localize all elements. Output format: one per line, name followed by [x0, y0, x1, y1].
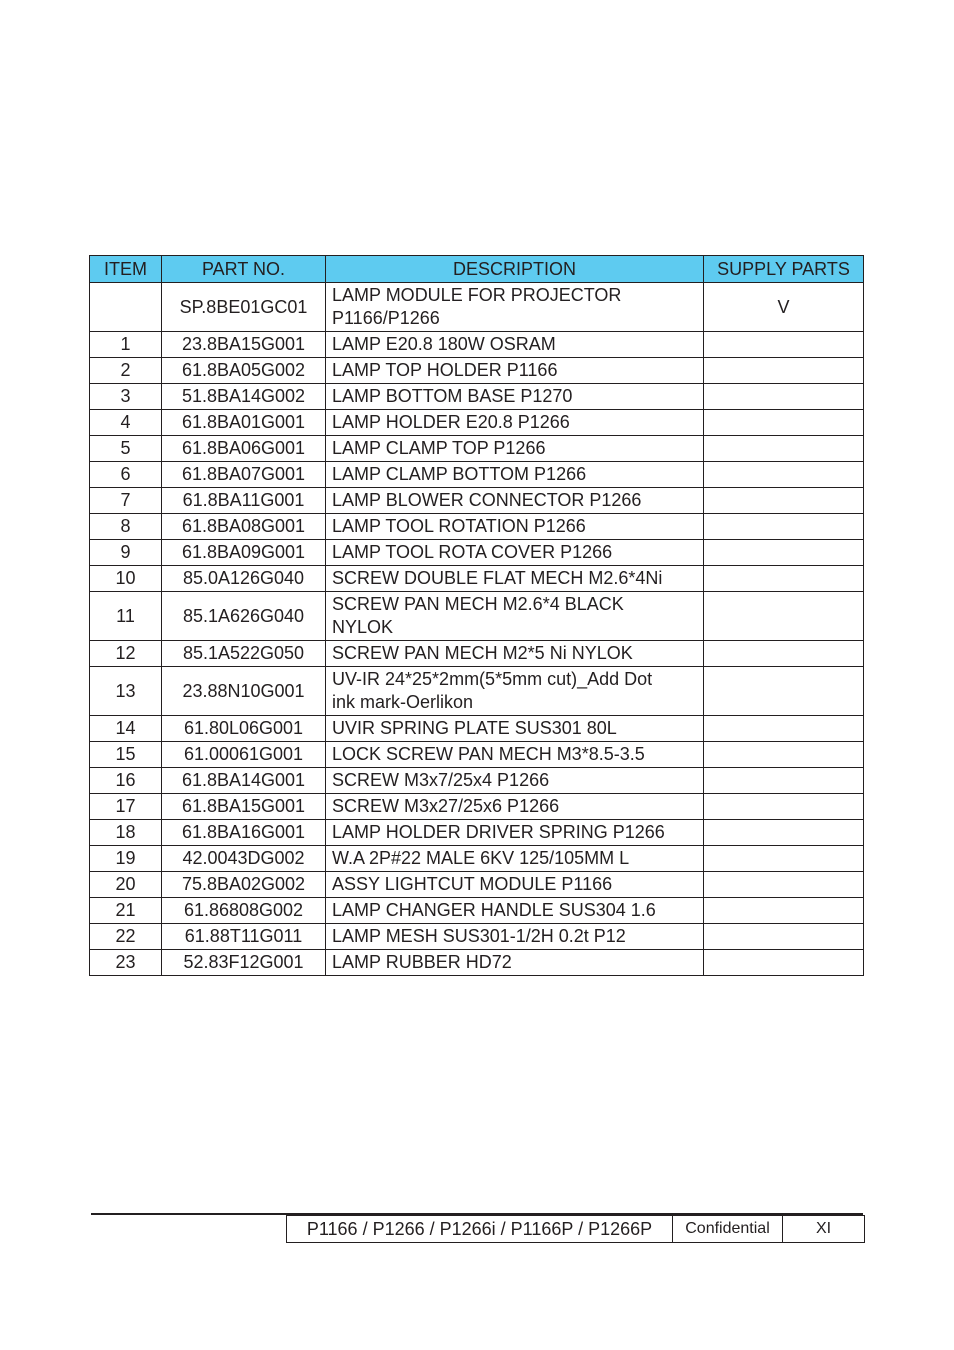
cell-supply: [704, 742, 864, 768]
cell-item: 22: [90, 924, 162, 950]
parts-table: [89, 255, 864, 976]
cell-description: LAMP MESH SUS301-1/2H 0.2t P12: [326, 924, 704, 950]
cell-description: LAMP BOTTOM BASE P1270: [326, 384, 704, 410]
cell-part-no: 61.8BA08G001: [162, 514, 326, 540]
table-row: [90, 540, 864, 566]
cell-part-no: 52.83F12G001: [162, 950, 326, 976]
cell-item: [90, 283, 162, 332]
cell-item: 2: [90, 358, 162, 384]
cell-supply: [704, 950, 864, 976]
cell-item: 8: [90, 514, 162, 540]
cell-description: SCREW M3x7/25x4 P1266: [326, 768, 704, 794]
cell-description: LAMP TOOL ROTA COVER P1266: [326, 540, 704, 566]
table-row: [90, 768, 864, 794]
footer-confidential: Confidential: [673, 1216, 783, 1243]
header-supply-parts: SUPPLY PARTS: [704, 256, 864, 283]
cell-item: 1: [90, 332, 162, 358]
cell-description: LAMP BLOWER CONNECTOR P1266: [326, 488, 704, 514]
cell-item: 14: [90, 716, 162, 742]
cell-item: 4: [90, 410, 162, 436]
cell-description: SCREW PAN MECH M2.6*4 BLACK NYLOK: [326, 592, 704, 641]
table-row: [90, 283, 864, 332]
table-row: [90, 358, 864, 384]
cell-description: LOCK SCREW PAN MECH M3*8.5-3.5: [326, 742, 704, 768]
cell-item: 11: [90, 592, 162, 641]
cell-supply: [704, 768, 864, 794]
cell-part-no: 75.8BA02G002: [162, 872, 326, 898]
cell-part-no: 42.0043DG002: [162, 846, 326, 872]
table-row: [90, 566, 864, 592]
cell-description: LAMP TOP HOLDER P1166: [326, 358, 704, 384]
header-description: DESCRIPTION: [326, 256, 704, 283]
cell-item: 18: [90, 820, 162, 846]
table-row: [90, 716, 864, 742]
table-row: [90, 794, 864, 820]
cell-supply: [704, 872, 864, 898]
cell-supply: [704, 641, 864, 667]
cell-supply: [704, 924, 864, 950]
cell-supply: [704, 488, 864, 514]
cell-item: 9: [90, 540, 162, 566]
cell-item: 6: [90, 462, 162, 488]
cell-supply: [704, 540, 864, 566]
header-part-no: PART NO.: [162, 256, 326, 283]
cell-part-no: 61.8BA06G001: [162, 436, 326, 462]
cell-supply: [704, 410, 864, 436]
table-row: [90, 641, 864, 667]
cell-item: 15: [90, 742, 162, 768]
cell-part-no: 61.8BA11G001: [162, 488, 326, 514]
cell-part-no: 61.00061G001: [162, 742, 326, 768]
cell-description: W.A 2P#22 MALE 6KV 125/105MM L: [326, 846, 704, 872]
cell-item: 16: [90, 768, 162, 794]
cell-item: 12: [90, 641, 162, 667]
footer-page-number: XI: [783, 1216, 865, 1243]
cell-supply: [704, 514, 864, 540]
cell-description: LAMP E20.8 180W OSRAM: [326, 332, 704, 358]
cell-supply: [704, 384, 864, 410]
cell-part-no: 61.8BA09G001: [162, 540, 326, 566]
table-row: [90, 924, 864, 950]
table-row: [90, 742, 864, 768]
cell-item: 20: [90, 872, 162, 898]
cell-item: 13: [90, 667, 162, 716]
table-row: [90, 872, 864, 898]
header-item: ITEM: [90, 256, 162, 283]
cell-description: LAMP HOLDER E20.8 P1266: [326, 410, 704, 436]
cell-supply: [704, 898, 864, 924]
cell-supply: [704, 332, 864, 358]
cell-part-no: 23.88N10G001: [162, 667, 326, 716]
table-header-row: [90, 256, 864, 283]
table-row: [90, 898, 864, 924]
cell-description: SCREW M3x27/25x6 P1266: [326, 794, 704, 820]
footer-models: P1166 / P1266 / P1266i / P1166P / P1266P: [287, 1216, 673, 1243]
cell-supply: [704, 462, 864, 488]
cell-part-no: 61.88T11G011: [162, 924, 326, 950]
cell-item: 17: [90, 794, 162, 820]
table-row: [90, 820, 864, 846]
cell-part-no: 61.8BA05G002: [162, 358, 326, 384]
cell-part-no: 61.8BA15G001: [162, 794, 326, 820]
cell-description: ASSY LIGHTCUT MODULE P1166: [326, 872, 704, 898]
cell-supply: [704, 667, 864, 716]
table-row: [90, 488, 864, 514]
cell-description: SCREW PAN MECH M2*5 Ni NYLOK: [326, 641, 704, 667]
table-row: [90, 846, 864, 872]
table-row: [90, 592, 864, 641]
cell-part-no: 85.1A626G040: [162, 592, 326, 641]
cell-description: UV-IR 24*25*2mm(5*5mm cut)_Add Dot ink mark-Oerlikon: [326, 667, 704, 716]
cell-supply: [704, 794, 864, 820]
cell-supply: [704, 716, 864, 742]
table-row: [90, 950, 864, 976]
cell-supply: [704, 566, 864, 592]
table-body: [90, 283, 864, 976]
cell-part-no: 61.8BA07G001: [162, 462, 326, 488]
cell-item: 7: [90, 488, 162, 514]
cell-supply: [704, 820, 864, 846]
cell-description: LAMP RUBBER HD72: [326, 950, 704, 976]
cell-item: 5: [90, 436, 162, 462]
table-row: [90, 384, 864, 410]
cell-supply: [704, 592, 864, 641]
cell-part-no: 61.8BA16G001: [162, 820, 326, 846]
cell-part-no: SP.8BE01GC01: [162, 283, 326, 332]
cell-item: 23: [90, 950, 162, 976]
cell-description: LAMP TOOL ROTATION P1266: [326, 514, 704, 540]
footer-table: [286, 1215, 865, 1243]
cell-description: LAMP CLAMP TOP P1266: [326, 436, 704, 462]
cell-part-no: 85.1A522G050: [162, 641, 326, 667]
cell-description: LAMP MODULE FOR PROJECTOR P1166/P1266: [326, 283, 704, 332]
cell-part-no: 61.8BA01G001: [162, 410, 326, 436]
cell-part-no: 61.8BA14G001: [162, 768, 326, 794]
table-row: [90, 436, 864, 462]
cell-part-no: 51.8BA14G002: [162, 384, 326, 410]
table-row: [90, 514, 864, 540]
cell-description: SCREW DOUBLE FLAT MECH M2.6*4Ni: [326, 566, 704, 592]
table-row: [90, 410, 864, 436]
cell-part-no: 85.0A126G040: [162, 566, 326, 592]
cell-item: 21: [90, 898, 162, 924]
table-row: [90, 462, 864, 488]
cell-part-no: 61.80L06G001: [162, 716, 326, 742]
table-row: [90, 667, 864, 716]
cell-item: 10: [90, 566, 162, 592]
cell-supply: [704, 436, 864, 462]
cell-description: UVIR SPRING PLATE SUS301 80L: [326, 716, 704, 742]
cell-part-no: 23.8BA15G001: [162, 332, 326, 358]
cell-description: LAMP CHANGER HANDLE SUS304 1.6: [326, 898, 704, 924]
cell-supply: [704, 358, 864, 384]
cell-description: LAMP HOLDER DRIVER SPRING P1266: [326, 820, 704, 846]
cell-supply: [704, 846, 864, 872]
cell-item: 19: [90, 846, 162, 872]
cell-item: 3: [90, 384, 162, 410]
cell-part-no: 61.86808G002: [162, 898, 326, 924]
cell-supply: V: [704, 283, 864, 332]
cell-description: LAMP CLAMP BOTTOM P1266: [326, 462, 704, 488]
table-row: [90, 332, 864, 358]
